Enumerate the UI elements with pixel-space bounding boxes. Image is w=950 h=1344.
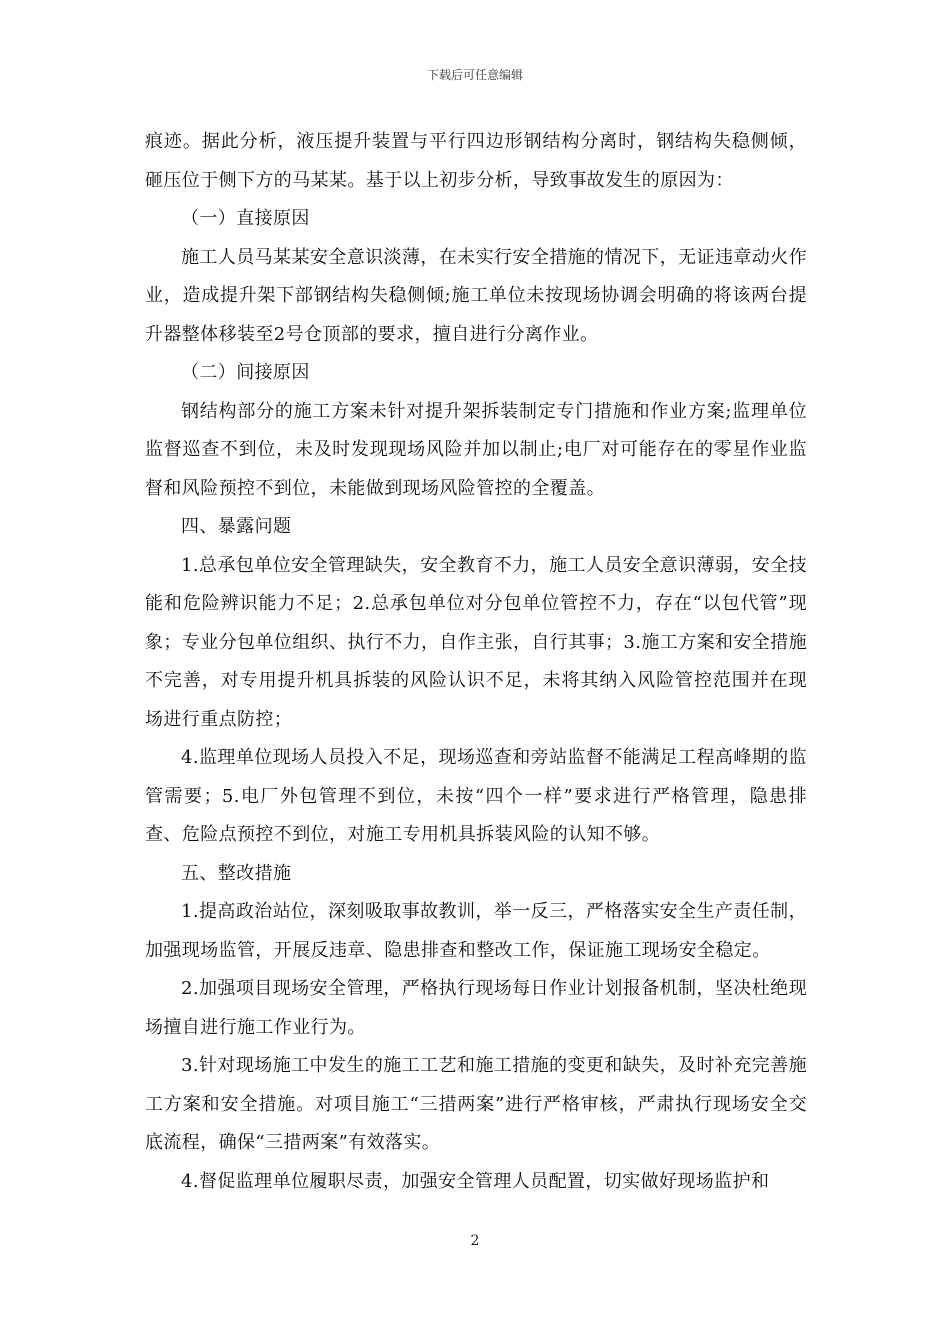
page-header: 下载后可任意编辑 [426,68,523,82]
paragraph-measure-2: 2.加强项目现场安全管理，严格执行现场每日作业计划报备机制，坚决杜绝现场擅自进行施工作业行为。 [145,978,807,1038]
paragraph-measure-1: 1.提高政治站位，深刻吸取事故教训，举一反三，严格落实安全生产责任制，加强现场监管，开展反违章、隐患排查和整改工作，保证施工现场安全稳定。 [145,901,807,961]
heading-rectification: 五、整改措施 [181,862,292,884]
paragraph-analysis: 痕迹。据此分析，液压提升装置与平行四边形钢结构分离时，钢结构失稳侧倾，砸压位于侧下方的马某某。基于以上初步分析，导致事故发生的原因为： [145,131,807,191]
heading-direct-cause: （一）直接原因 [181,208,310,229]
heading-exposed-issues: 四、暴露问题 [181,516,292,537]
paragraph-issues-1-3: 1.总承包单位安全管理缺失，安全教育不力，施工人员安全意识薄弱，安全技能和危险辨识能力不足；2.总承包单位对分包单位管控不力，存在“以包代管”现象；专业分包单位组织、执行不力，自作主张，自行其事；3.施工方案和安全措施不完善，对专用提升机具拆装的风险认识不足，未将其纳入风险管控范围并在现场进行重点防控； [145,554,807,730]
document-body [145,123,807,1201]
heading-indirect-cause: （二）间接原因 [181,362,310,383]
page-number: 2 [470,1233,480,1249]
paragraph-issues-4-5: 4.监理单位现场人员投入不足，现场巡查和旁站监督不能满足工程高峰期的监管需要；5.电厂外包管理不到位，未按“四个一样”要求进行严格管理，隐患排查、危险点预控不到位，对施工专用机具拆装风险的认知不够。 [145,747,807,845]
paragraph-measure-3: 3.针对现场施工中发生的施工工艺和施工措施的变更和缺失，及时补充完善施工方案和安全措施。对项目施工“三措两案”进行严格审核，严肃执行现场安全交底流程，确保“三措两案”有效落实。 [145,1055,807,1153]
paragraph-direct-cause: 施工人员马某某安全意识淡薄，在未实行安全措施的情况下，无证违章动火作业，造成提升架下部钢结构失稳侧倾;施工单位未按现场协调会明确的将该两台提升器整体移装至2号仓顶部的要求，擅自进行分离作业。 [145,246,807,345]
paragraph-indirect-cause: 钢结构部分的施工方案未针对提升架拆装制定专门措施和作业方案;监理单位监督巡查不到位，未及时发现现场风险并加以制止;电厂对可能存在的零星作业监督和风险预控不到位，未能做到现场风险管控的全覆盖。 [145,400,807,499]
paragraph-measure-4: 4.督促监理单位履职尽责，加强安全管理人员配置，切实做好现场监护和 [181,1170,770,1192]
